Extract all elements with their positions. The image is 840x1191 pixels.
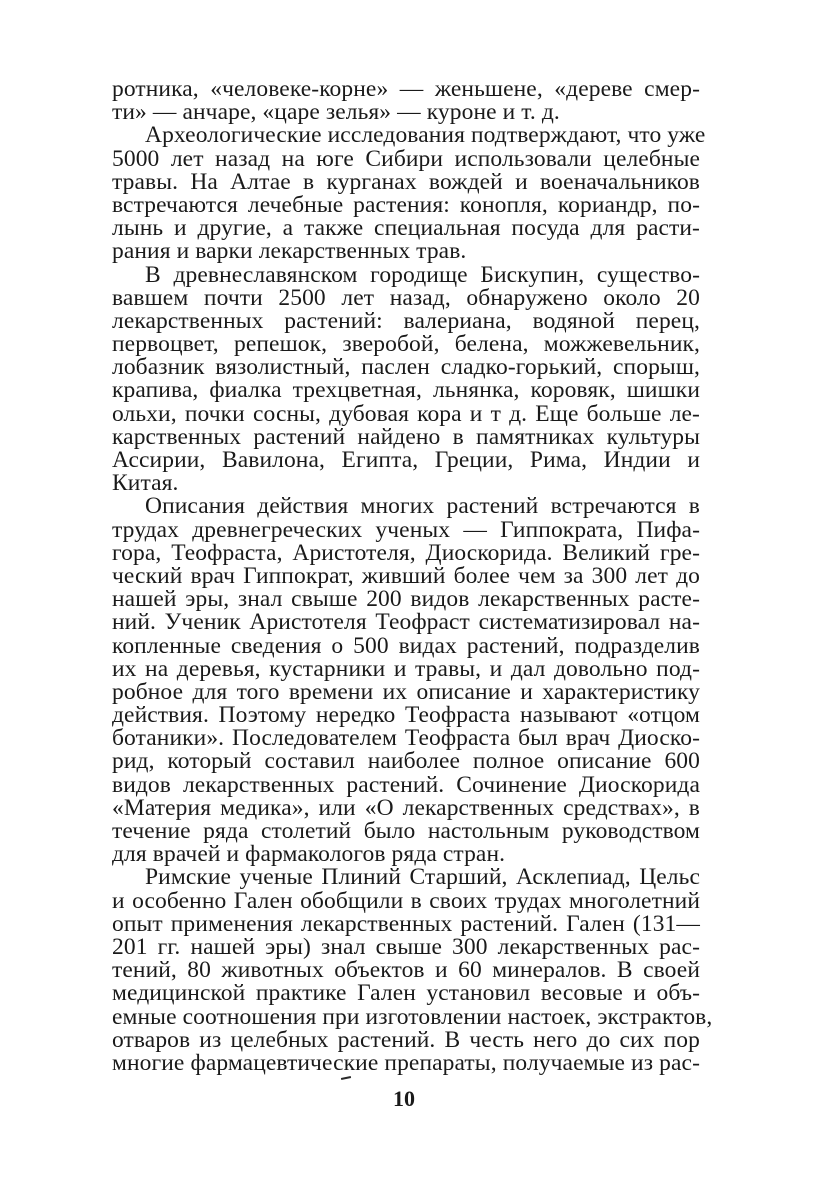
text-line: Описания действия многих растений встречаются в bbox=[145, 493, 700, 520]
ink-mark bbox=[341, 1076, 351, 1080]
text-line: нашей эры, знал свыше 200 видов лекарственных расте- bbox=[112, 586, 700, 613]
text-line: Археологические исследования подтверждают, что уже bbox=[145, 122, 706, 149]
text-line: ти» — анчаре, «царе зелья» — куроне и т. д. bbox=[112, 99, 560, 126]
text-line: ботаники». Последователем Теофраста был врач Диоско- bbox=[112, 725, 700, 752]
text-line: опыт применения лекарственных растений. Гален (131— bbox=[112, 910, 700, 937]
text-line: Римские ученые Плиний Старший, Асклепиад, Цельс bbox=[145, 864, 700, 891]
text-line: действия. Поэтому нередко Теофраста называют «отцом bbox=[112, 702, 700, 729]
text-line: рид, который составил наиболее полное описание 600 bbox=[112, 748, 700, 775]
text-line: 201 гг. нашей эры) знал свыше 300 лекарственных рас- bbox=[112, 933, 700, 960]
text-line: и особенно Гален обобщили в своих трудах многолетний bbox=[112, 887, 700, 914]
paragraph-4 bbox=[112, 495, 700, 866]
text-line: лынь и другие, а также специальная посуда для расти- bbox=[112, 215, 700, 242]
text-line: ческий врач Гиппократ, живший более чем за 300 лет до bbox=[112, 562, 700, 589]
text-line: встречаются лечебные растения: конопля, кориандр, по- bbox=[112, 191, 700, 218]
text-line: Китая. bbox=[112, 470, 179, 497]
text-line: трудах древнегреческих ученых — Гиппократа, Пифа- bbox=[112, 516, 700, 543]
text-line: лекарственных растений: валериана, водяной перец, bbox=[112, 307, 700, 334]
text-line: лобазник вязолистный, паслен сладко-горький, спорыш, bbox=[112, 354, 700, 381]
page-number: 10 bbox=[393, 1086, 415, 1111]
text-line: травы. На Алтае в курганах вождей и военачальников bbox=[112, 168, 700, 195]
text-line: копленные сведения о 500 видах растений, подразделив bbox=[112, 632, 700, 659]
text-line: отваров из целебных растений. В честь него до сих пор bbox=[112, 1026, 700, 1053]
paragraph-5 bbox=[112, 864, 713, 1076]
page-text bbox=[112, 76, 713, 1076]
text-line: ольхи, почки сосны, дубовая кора и т д. Еще больше ле- bbox=[112, 400, 700, 427]
text-line: крапива, фиалка трехцветная, льнянка, коровяк, шишки bbox=[112, 377, 700, 404]
text-line: гора, Теофраста, Аристотеля, Диоскорида. Великий гре- bbox=[112, 539, 700, 566]
text-line: первоцвет, репешок, зверобой, белена, можжевельник, bbox=[112, 331, 700, 358]
text-line: их на деревья, кустарники и травы, и дал довольно под- bbox=[112, 655, 700, 682]
text-line: карственных растений найдено в памятниках культуры bbox=[112, 423, 700, 450]
text-line: 5000 лет назад на юге Сибири использовали целебные bbox=[112, 145, 700, 172]
text-line: робное для того времени их описание и характеристику bbox=[112, 678, 700, 705]
paragraph-3 bbox=[112, 261, 700, 497]
text-line: для врачей и фармакологов ряда стран. bbox=[112, 841, 506, 868]
text-line: рания и варки лекарственных трав. bbox=[112, 238, 467, 265]
text-line: Ассирии, Вавилона, Египта, Греции, Рима, Индии и bbox=[112, 447, 700, 473]
text-line: тений, 80 животных объектов и 60 минералов. В своей bbox=[112, 957, 700, 984]
text-line: ний. Ученик Аристотеля Теофраст систематизировал на- bbox=[112, 609, 700, 636]
text-line: видов лекарственных растений. Сочинение Диоскорида bbox=[112, 771, 700, 798]
paragraph-1 bbox=[112, 78, 700, 124]
text-line: медицинской практике Гален установил весовые и объ- bbox=[112, 980, 700, 1007]
paragraph-2 bbox=[112, 122, 706, 265]
text-line: вавшем почти 2500 лет назад, обнаружено около 20 bbox=[112, 284, 700, 311]
text-line: «Материя медика», или «О лекарственных средствах», в bbox=[112, 794, 700, 821]
text-line: ротника, «человеке-корне» — женьшене, «дереве смер- bbox=[112, 76, 700, 102]
text-line: емные соотношения при изготовлении настоек, экстрактов, bbox=[112, 1003, 713, 1030]
text-line: многие фармацевтические препараты, получаемые из рас- bbox=[112, 1049, 700, 1076]
text-line: течение ряда столетий было настольным руководством bbox=[112, 818, 700, 844]
text-line: В древнеславянском городище Бискупин, существо- bbox=[145, 261, 700, 288]
